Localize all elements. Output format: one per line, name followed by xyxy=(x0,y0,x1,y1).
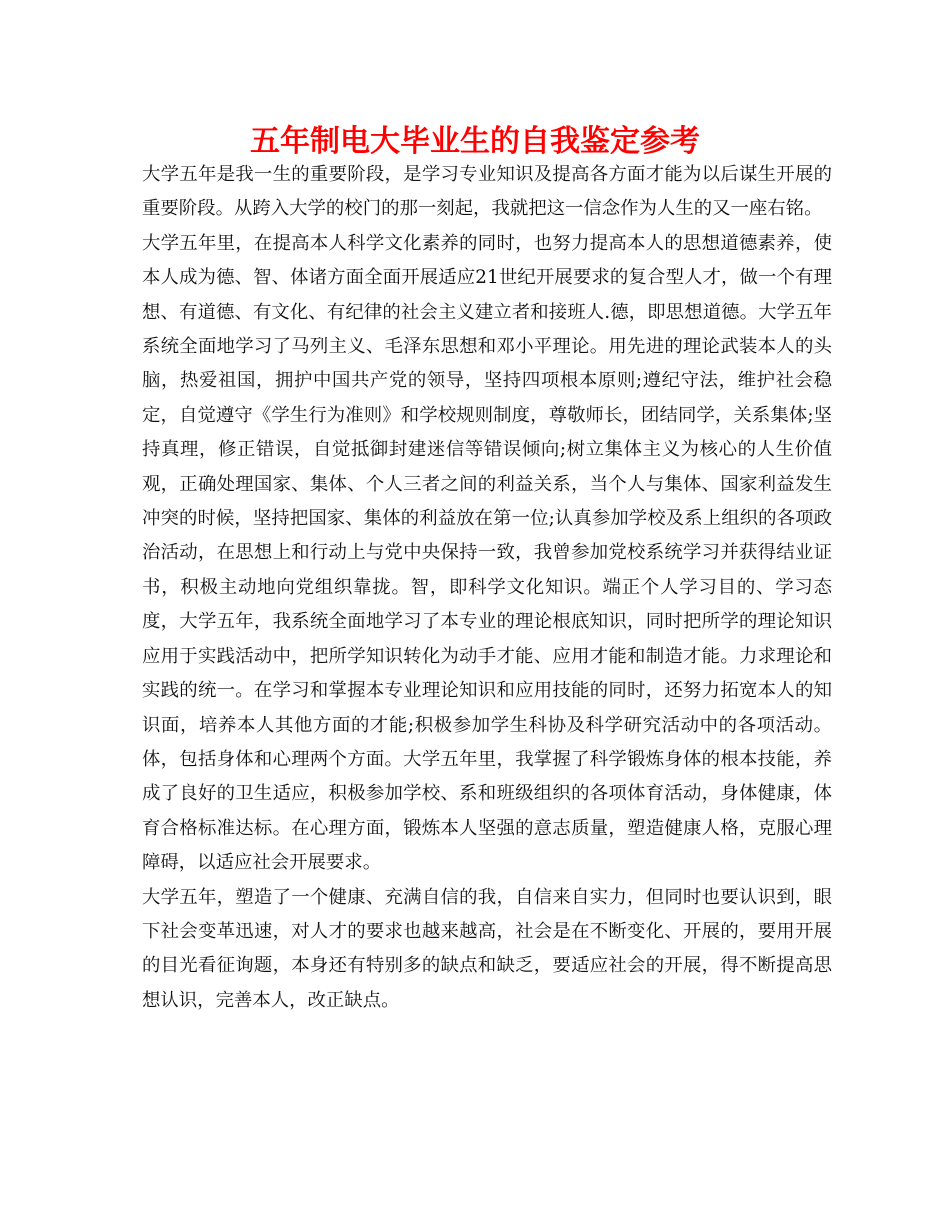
paragraph-intro: 大学五年是我一生的重要阶段，是学习专业知识及提高各方面才能为以后谋生开展的重要阶段。从跨入大学的校门的那一刻起，我就把这一信念作为人生的又一座右铭。 xyxy=(142,164,832,220)
document-body xyxy=(142,158,832,1018)
paragraph-main: 大学五年里，在提高本人科学文化素养的同时，也努力提高本人的思想道德素养，使本人成为德、智、体诸方面全面开展适应21世纪开展要求的复合型人才，做一个有理想、有道德、有文化、有纪律的社会主义建立者和接班人.德，即思想道德。大学五年系统全面地学习了马列主义、毛泽东思想和邓小平理论。用先进的理论武装本人的头脑，热爱祖国，拥护中国共产党的领导，坚持四项根本原则;遵纪守法，维护社会稳定，自觉遵守《学生行为准则》和学校规则制度，尊敬师长，团结同学，关系集体;坚持真理，修正错误，自觉抵御封建迷信等错误倾向;树立集体主义为核心的人生价值观，正确处理国家、集体、个人三者之间的利益关系，当个人与集体、国家利益发生冲突的时候，坚持把国家、集体的利益放在第一位;认真参加学校及系上组织的各项政治活动，在思想上和行动上与党中央保持一致，我曾参加党校系统学习并获得结业证书，积极主动地向党组织靠拢。智，即科学文化知识。端正个人学习目的、学习态度，大学五年，我系统全面地学习了本专业的理论根底知识，同时把所学的理论知识应用于实践活动中，把所学知识转化为动手才能、应用才能和制造才能。力求理论和实践的统一。在学习和掌握本专业理论知识和应用技能的同时，还努力拓宽本人的知识面，培养本人其他方面的才能;积极参加学生科协及科学研究活动中的各项活动。体，包括身体和心理两个方面。大学五年里，我掌握了科学锻炼身体的根本技能，养成了良好的卫生适应，积极参加学校、系和班级组织的各项体育活动，身体健康，体育合格标准达标。在心理方面，锻炼本人坚强的意志质量，塑造健康人格，克服心理障碍，以适应社会开展要求。 xyxy=(142,232,832,874)
paragraph-conclusion: 大学五年，塑造了一个健康、充满自信的我，自信来自实力，但同时也要认识到，眼下社会变革迅速，对人才的要求也越来越高，社会是在不断变化、开展的，要用开展的目光看征询题，本身还有特别多的缺点和缺乏，要适应社会的开展，得不断提高思想认识，完善本人，改正缺点。 xyxy=(142,886,832,1011)
document-title: 五年制电大毕业生的自我鉴定参考 xyxy=(250,124,700,159)
